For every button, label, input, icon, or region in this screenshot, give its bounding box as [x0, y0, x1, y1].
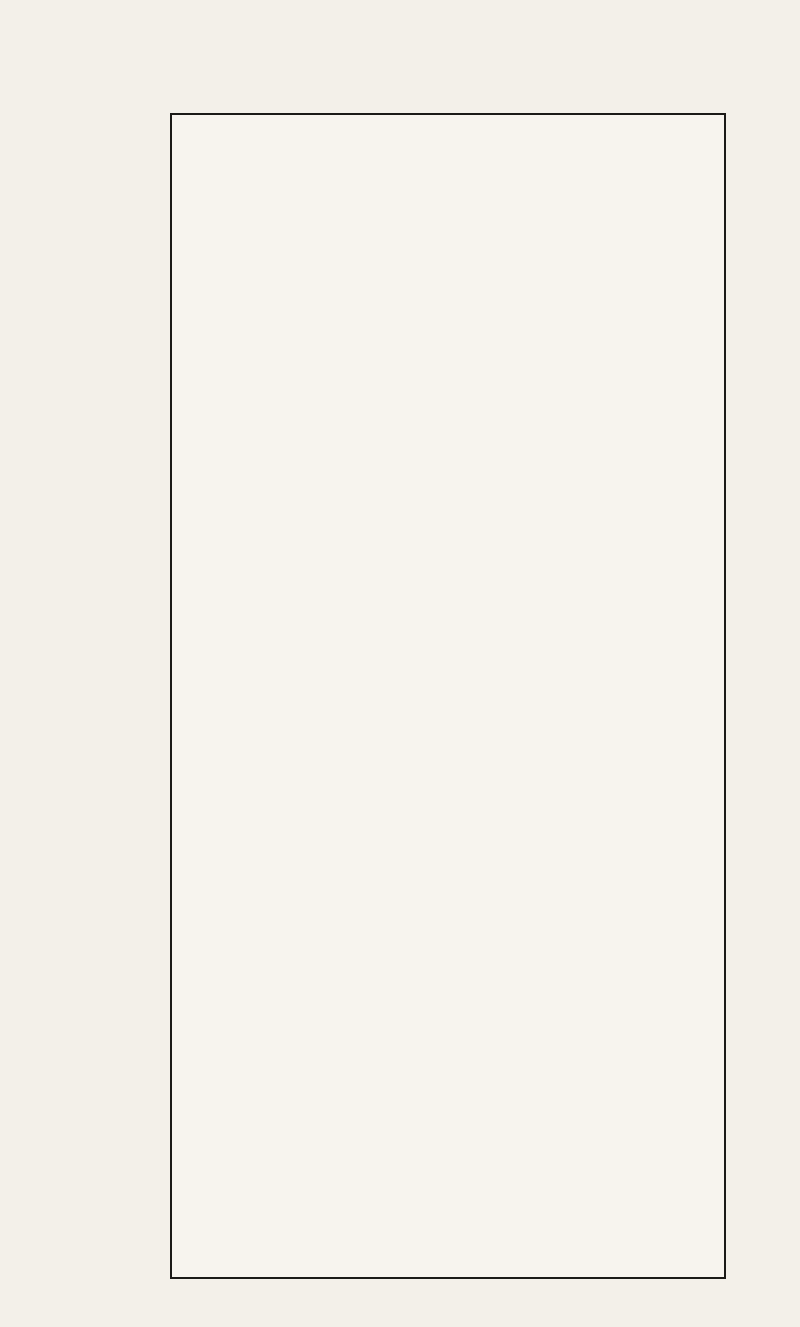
chemical-resistance-table [170, 113, 726, 1279]
